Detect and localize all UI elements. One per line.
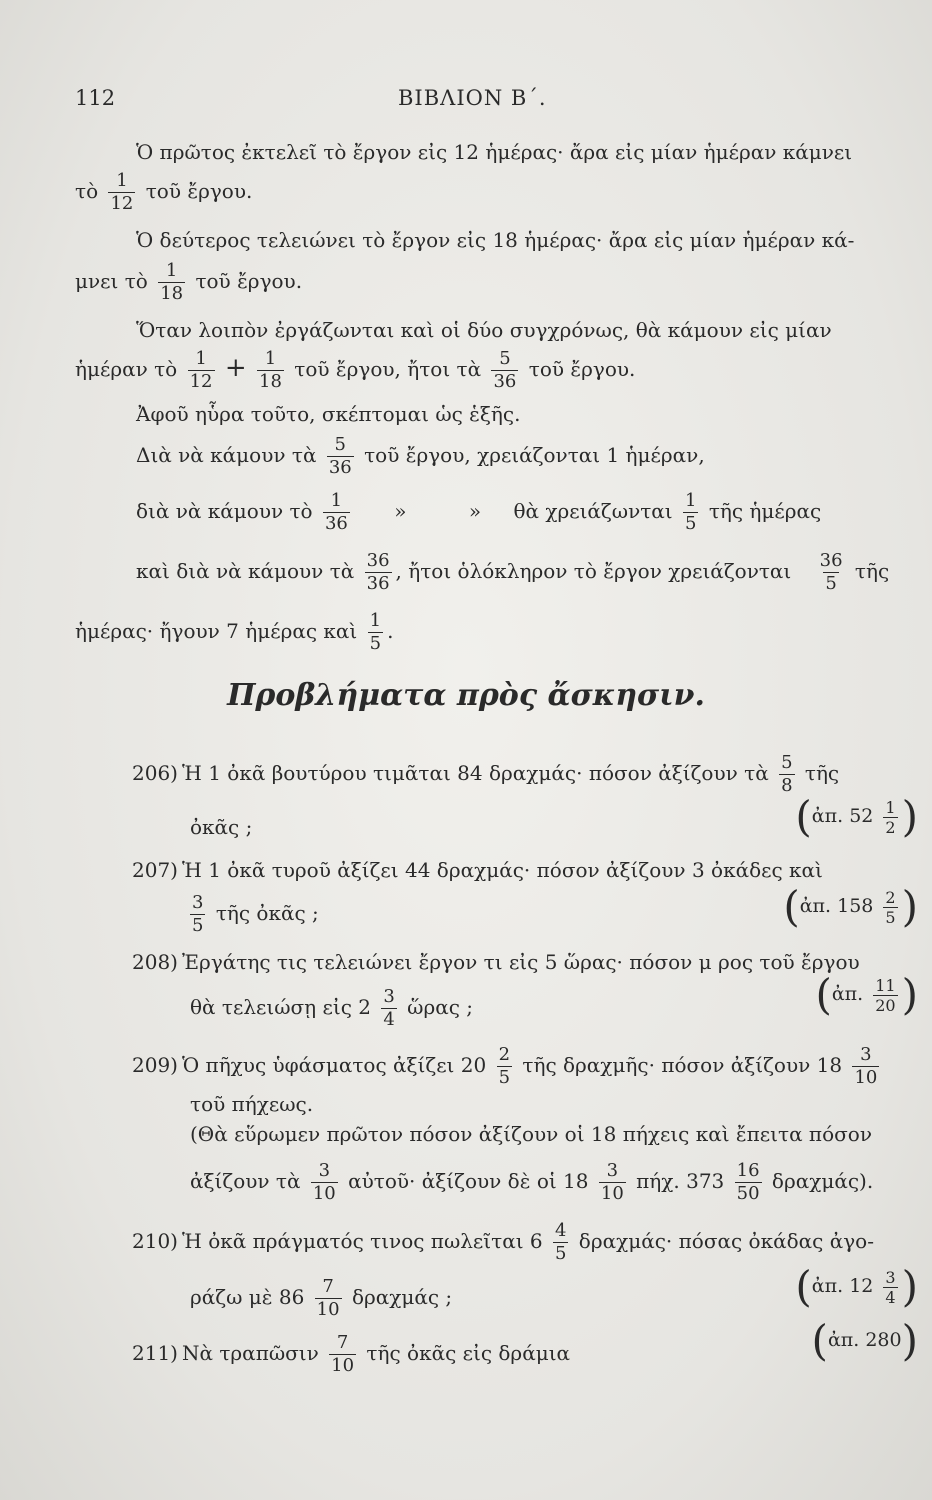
problem-number: 210) bbox=[132, 1229, 178, 1253]
fraction-numerator: 5 bbox=[499, 348, 511, 369]
text-fragment: πήχ. 373 bbox=[636, 1169, 725, 1193]
text-fragment: ἀπ. 52 bbox=[811, 805, 874, 827]
fraction bbox=[257, 348, 284, 393]
fraction-denominator: 5 bbox=[554, 1243, 567, 1264]
fraction bbox=[497, 1044, 512, 1089]
fraction-denominator: 18 bbox=[259, 371, 282, 392]
problem-206-answer bbox=[795, 792, 918, 841]
text-fragment: τοῦ ἔργου, ἤτοι τὰ bbox=[294, 357, 482, 381]
problem-209-line-1 bbox=[132, 1044, 883, 1089]
fraction-denominator: 10 bbox=[331, 1355, 355, 1376]
parenthesis: ) bbox=[901, 792, 918, 841]
intro-line-7: Ἀφοῦ ηὗρα τοῦτο, σκέπτομαι ὡς ἑξῆς. bbox=[136, 402, 521, 426]
fraction bbox=[323, 490, 350, 535]
fraction-denominator: 36 bbox=[493, 371, 517, 392]
text-fragment: τῆς ὀκᾶς ; bbox=[215, 901, 319, 925]
fraction-numerator: 36 bbox=[366, 550, 390, 571]
parenthesis: ( bbox=[783, 882, 800, 931]
intro-line-11 bbox=[75, 610, 393, 655]
problem-210-line-2 bbox=[190, 1276, 452, 1321]
fraction-numerator: 11 bbox=[875, 975, 896, 995]
text-fragment: » bbox=[394, 499, 407, 523]
text-fragment: Ἡ 1 ὀκᾶ τυροῦ ἀξίζει 44 δραχμάς· πόσον ἀξίζουν 3 ὀκάδες καὶ bbox=[182, 858, 823, 882]
text-fragment: Ἡ ὀκᾶ πράγματός τινος πωλεῖται 6 bbox=[182, 1229, 543, 1253]
intro-line-4 bbox=[75, 260, 302, 305]
section-title: Προβλήματα πρὸς ἄσκησιν. bbox=[227, 678, 705, 713]
fraction bbox=[158, 260, 185, 305]
fraction-numerator: 3 bbox=[192, 892, 204, 913]
text-fragment: ἡμέραν τὸ bbox=[75, 357, 178, 381]
fraction-numerator: 2 bbox=[885, 887, 896, 907]
text-fragment: ἀπ. bbox=[831, 983, 864, 1005]
fraction-numerator: 2 bbox=[498, 1044, 511, 1065]
text-fragment: θὰ τελειώσῃ εἰς 2 bbox=[190, 995, 371, 1019]
problem-206-line-1 bbox=[132, 752, 839, 797]
fraction bbox=[883, 888, 897, 927]
intro-line-2 bbox=[75, 170, 252, 215]
text-fragment: . bbox=[387, 619, 394, 643]
problem-208-line-2 bbox=[190, 986, 473, 1031]
fraction-denominator: 36 bbox=[328, 457, 352, 478]
fraction-numerator: 1 bbox=[264, 348, 277, 369]
text-fragment: ράζω μὲ 86 bbox=[190, 1285, 305, 1309]
fraction-denominator: 2 bbox=[885, 817, 896, 837]
fraction-numerator: 1 bbox=[165, 260, 178, 281]
page-number: 112 bbox=[75, 86, 116, 110]
problem-number: 207) bbox=[132, 858, 178, 882]
fraction-denominator: 12 bbox=[189, 371, 213, 392]
text-fragment: ἀξίζουν τὰ bbox=[190, 1169, 301, 1193]
fraction-numerator: 3 bbox=[606, 1160, 619, 1181]
intro-line-9 bbox=[136, 490, 821, 535]
problem-209-line-3: (Θὰ εὕρωμεν πρῶτον πόσον ἀξίζουν οἱ 18 πήχεις καὶ ἔπειτα πόσον bbox=[190, 1122, 872, 1146]
text-fragment: ἀπ. 280 bbox=[827, 1329, 902, 1351]
intro-line-5: Ὅταν λοιπὸν ἐργάζωνται καὶ οἱ δύο συγχρόνως, θὰ κάμουν εἰς μίαν bbox=[136, 318, 832, 342]
text-fragment: τοῦ ἔργου, χρειάζονται 1 ἡμέραν, bbox=[364, 443, 705, 467]
text-fragment: ἡμέρας· ἤγουν 7 ἡμέρας καὶ bbox=[75, 619, 358, 643]
parenthesis: ) bbox=[901, 970, 918, 1019]
fraction bbox=[381, 986, 396, 1031]
fraction-denominator: 10 bbox=[854, 1067, 878, 1088]
fraction-numerator: 1 bbox=[116, 170, 128, 191]
problem-210-answer bbox=[795, 1262, 918, 1311]
text-fragment: Ἐργάτης τις τελειώνει ἔργον τι εἰς 5 ὥρας· πόσον μ ρος τοῦ ἔργου bbox=[182, 950, 860, 974]
fraction bbox=[852, 1044, 879, 1089]
fraction bbox=[188, 348, 215, 393]
text-fragment: δραχμάς). bbox=[771, 1169, 874, 1193]
fraction-denominator: 18 bbox=[160, 283, 184, 304]
problem-209-line-2: τοῦ πήχεως. bbox=[190, 1092, 314, 1116]
fraction-numerator: 1 bbox=[195, 348, 207, 369]
fraction bbox=[108, 170, 135, 215]
fraction-denominator: 20 bbox=[875, 995, 896, 1015]
problem-206-line-2: ὀκᾶς ; bbox=[190, 815, 253, 839]
text-fragment: ὥρας ; bbox=[407, 995, 474, 1019]
problem-208-answer bbox=[815, 970, 918, 1019]
fraction-numerator: 5 bbox=[334, 434, 346, 455]
text-fragment: αὐτοῦ· ἀξίζουν δὲ οἱ 18 bbox=[348, 1169, 589, 1193]
intro-line-6 bbox=[75, 348, 635, 393]
parenthesis: ) bbox=[901, 1262, 918, 1311]
problem-207-line-1 bbox=[132, 858, 823, 882]
problem-210-line-1 bbox=[132, 1220, 874, 1265]
text-fragment: ἀπ. 158 bbox=[799, 895, 874, 917]
fraction-denominator: 36 bbox=[324, 513, 348, 534]
problem-207-answer bbox=[783, 882, 918, 931]
parenthesis: ( bbox=[795, 1262, 812, 1311]
fraction bbox=[818, 550, 845, 595]
text-fragment: , ἤτοι ὁλόκληρον τὸ ἔργον χρειάζονται bbox=[395, 559, 792, 583]
text-fragment: Νὰ τραπῶσιν bbox=[182, 1341, 319, 1365]
parenthesis: ( bbox=[815, 970, 832, 1019]
fraction-denominator: 5 bbox=[192, 915, 204, 936]
text-fragment: + bbox=[224, 353, 247, 383]
text-fragment: καὶ διὰ νὰ κάμουν τὰ bbox=[136, 559, 355, 583]
problem-211-line-1 bbox=[132, 1332, 570, 1377]
fraction-denominator: 36 bbox=[366, 573, 390, 594]
fraction-numerator: 16 bbox=[736, 1160, 760, 1181]
problem-207-line-2 bbox=[186, 892, 319, 937]
fraction-denominator: 4 bbox=[885, 1287, 896, 1307]
fraction bbox=[683, 490, 698, 535]
fraction bbox=[883, 1268, 897, 1307]
problem-211-answer bbox=[811, 1316, 918, 1365]
fraction-denominator: 4 bbox=[383, 1009, 395, 1030]
text-fragment: τῆς bbox=[804, 761, 840, 785]
text-fragment: Ἡ 1 ὀκᾶ βουτύρου τιμᾶται 84 δραχμάς· πόσον ἀξίζουν τὰ bbox=[182, 761, 769, 785]
running-title: ΒΙΒΛΙΟΝ Β΄. bbox=[398, 86, 547, 110]
intro-line-8 bbox=[136, 434, 705, 479]
fraction-numerator: 1 bbox=[330, 490, 343, 511]
fraction bbox=[365, 550, 392, 595]
fraction-denominator: 5 bbox=[498, 1067, 511, 1088]
fraction-numerator: 3 bbox=[885, 1267, 896, 1287]
fraction bbox=[190, 892, 205, 937]
problem-number: 206) bbox=[132, 761, 178, 785]
fraction bbox=[329, 1332, 356, 1377]
fraction bbox=[883, 798, 897, 837]
fraction-denominator: 5 bbox=[885, 907, 896, 927]
text-fragment: δραχμάς· πόσας ὀκάδας ἀγο- bbox=[578, 1229, 874, 1253]
fraction bbox=[327, 434, 354, 479]
fraction-numerator: 36 bbox=[819, 550, 843, 571]
fraction-numerator: 7 bbox=[322, 1276, 334, 1297]
text-fragment: θὰ χρειάζωνται bbox=[513, 499, 673, 523]
intro-line-10 bbox=[136, 550, 889, 595]
fraction bbox=[873, 976, 897, 1015]
fraction-denominator: 5 bbox=[825, 573, 837, 594]
fraction-denominator: 12 bbox=[110, 193, 134, 214]
text-fragment: τῆς ἡμέρας bbox=[708, 499, 822, 523]
text-fragment: τοῦ ἔργου. bbox=[528, 357, 636, 381]
fraction-numerator: 1 bbox=[369, 610, 382, 631]
intro-line-3: Ὁ δεύτερος τελειώνει τὸ ἔργον εἰς 18 ἡμέρας· ἄρα εἰς μίαν ἡμέραν κά- bbox=[136, 228, 855, 252]
fraction bbox=[553, 1220, 568, 1265]
text-fragment: διὰ νὰ κάμουν τὸ bbox=[136, 499, 313, 523]
fraction bbox=[599, 1160, 626, 1205]
fraction-numerator: 1 bbox=[885, 797, 896, 817]
problem-number: 208) bbox=[132, 950, 178, 974]
text-fragment: τὸ bbox=[75, 179, 99, 203]
text-fragment: τοῦ ἔργου. bbox=[195, 269, 303, 293]
text-fragment: μνει τὸ bbox=[75, 269, 148, 293]
text-fragment: τῆς δραχμῆς· πόσον ἀξίζουν 18 bbox=[522, 1053, 843, 1077]
parenthesis: ( bbox=[811, 1316, 828, 1365]
fraction-numerator: 4 bbox=[554, 1220, 567, 1241]
fraction-denominator: 10 bbox=[312, 1183, 336, 1204]
text-fragment: ἀπ. 12 bbox=[811, 1275, 874, 1297]
text-fragment: τῆς bbox=[854, 559, 890, 583]
fraction-denominator: 10 bbox=[316, 1299, 340, 1320]
fraction bbox=[779, 752, 794, 797]
problem-209-line-4 bbox=[190, 1160, 873, 1205]
problem-number: 211) bbox=[132, 1341, 178, 1365]
fraction bbox=[315, 1276, 342, 1321]
fraction-denominator: 5 bbox=[369, 633, 382, 654]
fraction-numerator: 5 bbox=[781, 752, 793, 773]
fraction bbox=[311, 1160, 338, 1205]
fraction-denominator: 50 bbox=[736, 1183, 760, 1204]
fraction bbox=[368, 610, 383, 655]
fraction-numerator: 3 bbox=[318, 1160, 331, 1181]
fraction-numerator: 3 bbox=[383, 986, 395, 1007]
problem-number: 209) bbox=[132, 1053, 178, 1077]
text-fragment: Ὁ πῆχυς ὑφάσματος ἀξίζει 20 bbox=[182, 1053, 487, 1077]
fraction bbox=[735, 1160, 762, 1205]
fraction-numerator: 3 bbox=[860, 1044, 872, 1065]
fraction-numerator: 7 bbox=[336, 1332, 349, 1353]
text-fragment: » bbox=[468, 499, 482, 523]
intro-line-1: Ὁ πρῶτος ἐκτελεῖ τὸ ἔργον εἰς 12 ἡμέρας· ἄρα εἰς μίαν ἡμέραν κάμνει bbox=[136, 140, 853, 164]
fraction-denominator: 5 bbox=[685, 513, 697, 534]
parenthesis: ) bbox=[901, 882, 918, 931]
text-fragment: δραχμάς ; bbox=[351, 1285, 453, 1309]
text-fragment: τῆς ὀκᾶς εἰς δράμια bbox=[366, 1341, 571, 1365]
fraction bbox=[491, 348, 518, 393]
parenthesis: ( bbox=[795, 792, 812, 841]
fraction-denominator: 8 bbox=[781, 775, 793, 796]
text-fragment: Διὰ νὰ κάμουν τὰ bbox=[136, 443, 317, 467]
fraction-denominator: 10 bbox=[600, 1183, 624, 1204]
fraction-numerator: 1 bbox=[685, 490, 697, 511]
parenthesis: ) bbox=[901, 1316, 918, 1365]
text-fragment: τοῦ ἔργου. bbox=[145, 179, 253, 203]
problem-208-line-1 bbox=[132, 950, 860, 974]
